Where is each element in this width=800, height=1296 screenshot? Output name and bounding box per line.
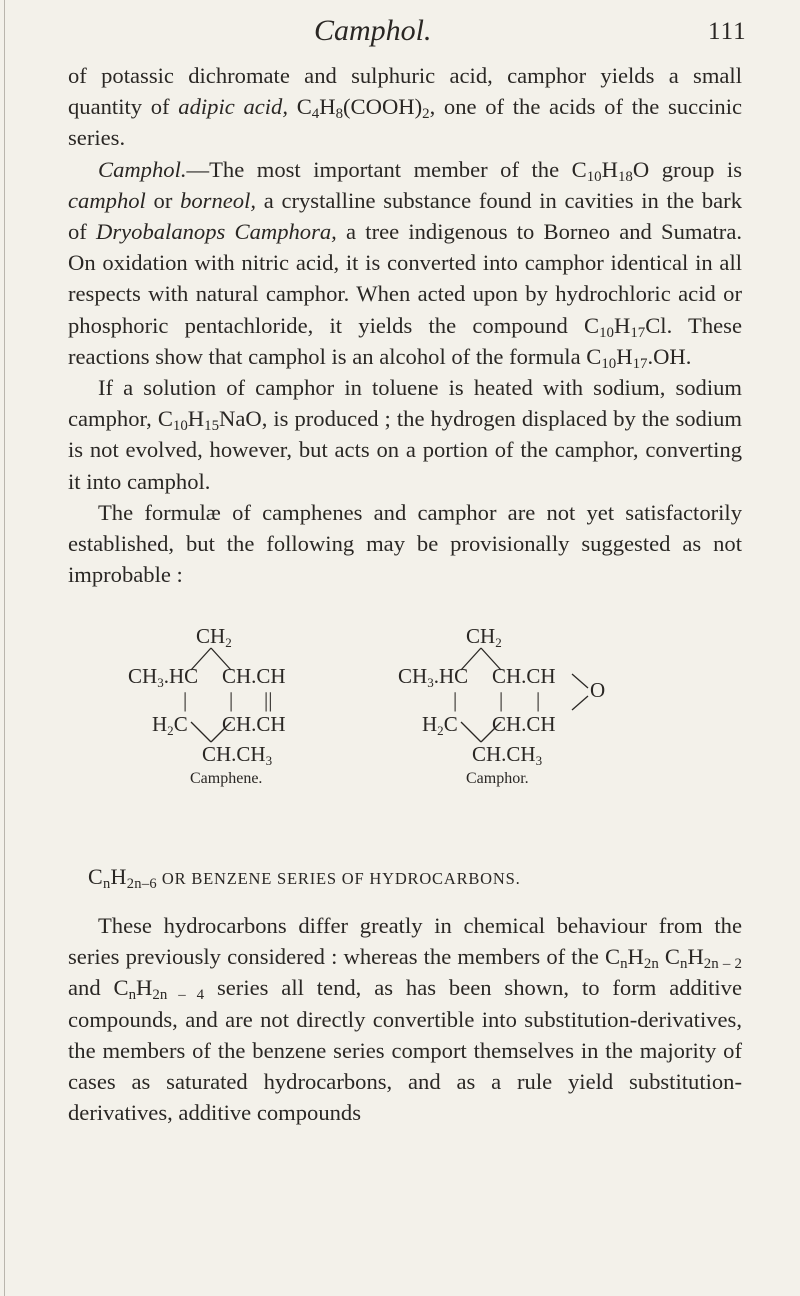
camphene-left-lower-group: $H_2C$ <box>152 712 188 738</box>
camphor-bond-right: | <box>536 688 541 712</box>
camphor-caption: Camphor. <box>466 770 529 787</box>
camphor-right-upper-group: CH.CH <box>492 664 556 688</box>
camphor-left-lower-group: $H_2C$ <box>422 712 458 738</box>
body-text-bottom <box>68 910 742 1128</box>
camphene-double-bond: || <box>264 688 273 712</box>
running-header <box>0 12 800 52</box>
camphene-bond-left: | <box>183 688 188 712</box>
camphor-oxygen: O <box>590 678 606 702</box>
camphene-right-upper-group: CH.CH <box>222 664 286 688</box>
camphene-caption: Camphene. <box>190 770 263 787</box>
camphor-bond-middle: | <box>499 688 504 712</box>
camphene-bond-bottom-left <box>191 722 211 742</box>
camphene-top-group: $CH_2$ <box>196 624 232 650</box>
paragraph-benzene-series: These hydrocarbons differ greatly in chemical behaviour from the series previously considered : whereas the members of the $C_nH_{2n}$ $C_nH_{2n - 2}$ and $C_nH_{2n - 4}$ series all tend, as has been shown, to form additive compounds, and are not directly convertible into substitution-derivatives, the members of the benzene series comport themselves in the majority of cases as saturated hydrocarbons, and as a rule yield substitution-derivatives, additive compounds <box>68 913 742 1126</box>
camphor-top-group: $CH_2$ <box>466 624 502 650</box>
paragraph-sodium-camphor: If a solution of camphor in toluene is heated with sodium, sodium camphor, $C_{10}H_{15}NaO$, is produced ; the hydrogen displaced by the sodium is not evolved, however, but acts on a portion of the camphor, converting it into camphol. <box>68 375 742 494</box>
camphor-left-upper-group: $CH_3.HC$ <box>398 664 469 690</box>
paragraph-camphol: Camphol.—The most important member of the $C_{10}H_{18}O$ group is camphol or borneol, a crystalline substance found in cavities in the bark of Dryobalanops Camphora, a tree indigenous to Borneo and Sumatra. On oxidation with nitric acid, it is converted into camphor identical in all respects with natural camphor. When acted upon by hydrochloric acid or phosphoric pentachloride, it yields the compound $C_{10}H_{17}Cl$. These reactions show that camphol is an alcohol of the formula $C_{10}H_{17}.OH$. <box>68 156 742 372</box>
page-number: 111 <box>708 18 747 45</box>
camphor-bond-left: | <box>453 688 458 712</box>
paragraph-adipic-acid: of potassic dichromate and sulphuric acid, camphor yields a small quantity of adipic acid, $C_4H_8(COOH)_2$, one of the acids of the succinic series. <box>68 63 743 151</box>
camphor-bond-oxygen-top <box>572 674 588 688</box>
camphene-bond-middle: | <box>229 688 234 712</box>
page-edge-line <box>4 0 5 1296</box>
paragraph-formulae-intro: The formulæ of camphenes and camphor are not yet satisfactorily established, but the following may be provisionally suggested as not improbable : <box>68 499 742 588</box>
section-heading: $C_nH_{2n-6}$ OR BENZENE SERIES OF HYDROCARBONS. <box>88 864 521 893</box>
camphor-bond-bottom-left <box>461 722 481 742</box>
camphor-bottom-group: $CH.CH_3$ <box>472 742 543 768</box>
camphor-bond-oxygen-bottom <box>572 696 588 710</box>
body-text-top <box>68 60 742 590</box>
camphene-bottom-group: $CH.CH_3$ <box>202 742 273 768</box>
structural-formulas <box>128 624 650 787</box>
running-title: Camphol. <box>314 14 432 47</box>
camphor-right-lower-group: CH.CH <box>492 712 556 736</box>
camphene-right-lower-group: CH.CH <box>222 712 286 736</box>
camphene-left-upper-group: $CH_3.HC$ <box>128 664 199 690</box>
